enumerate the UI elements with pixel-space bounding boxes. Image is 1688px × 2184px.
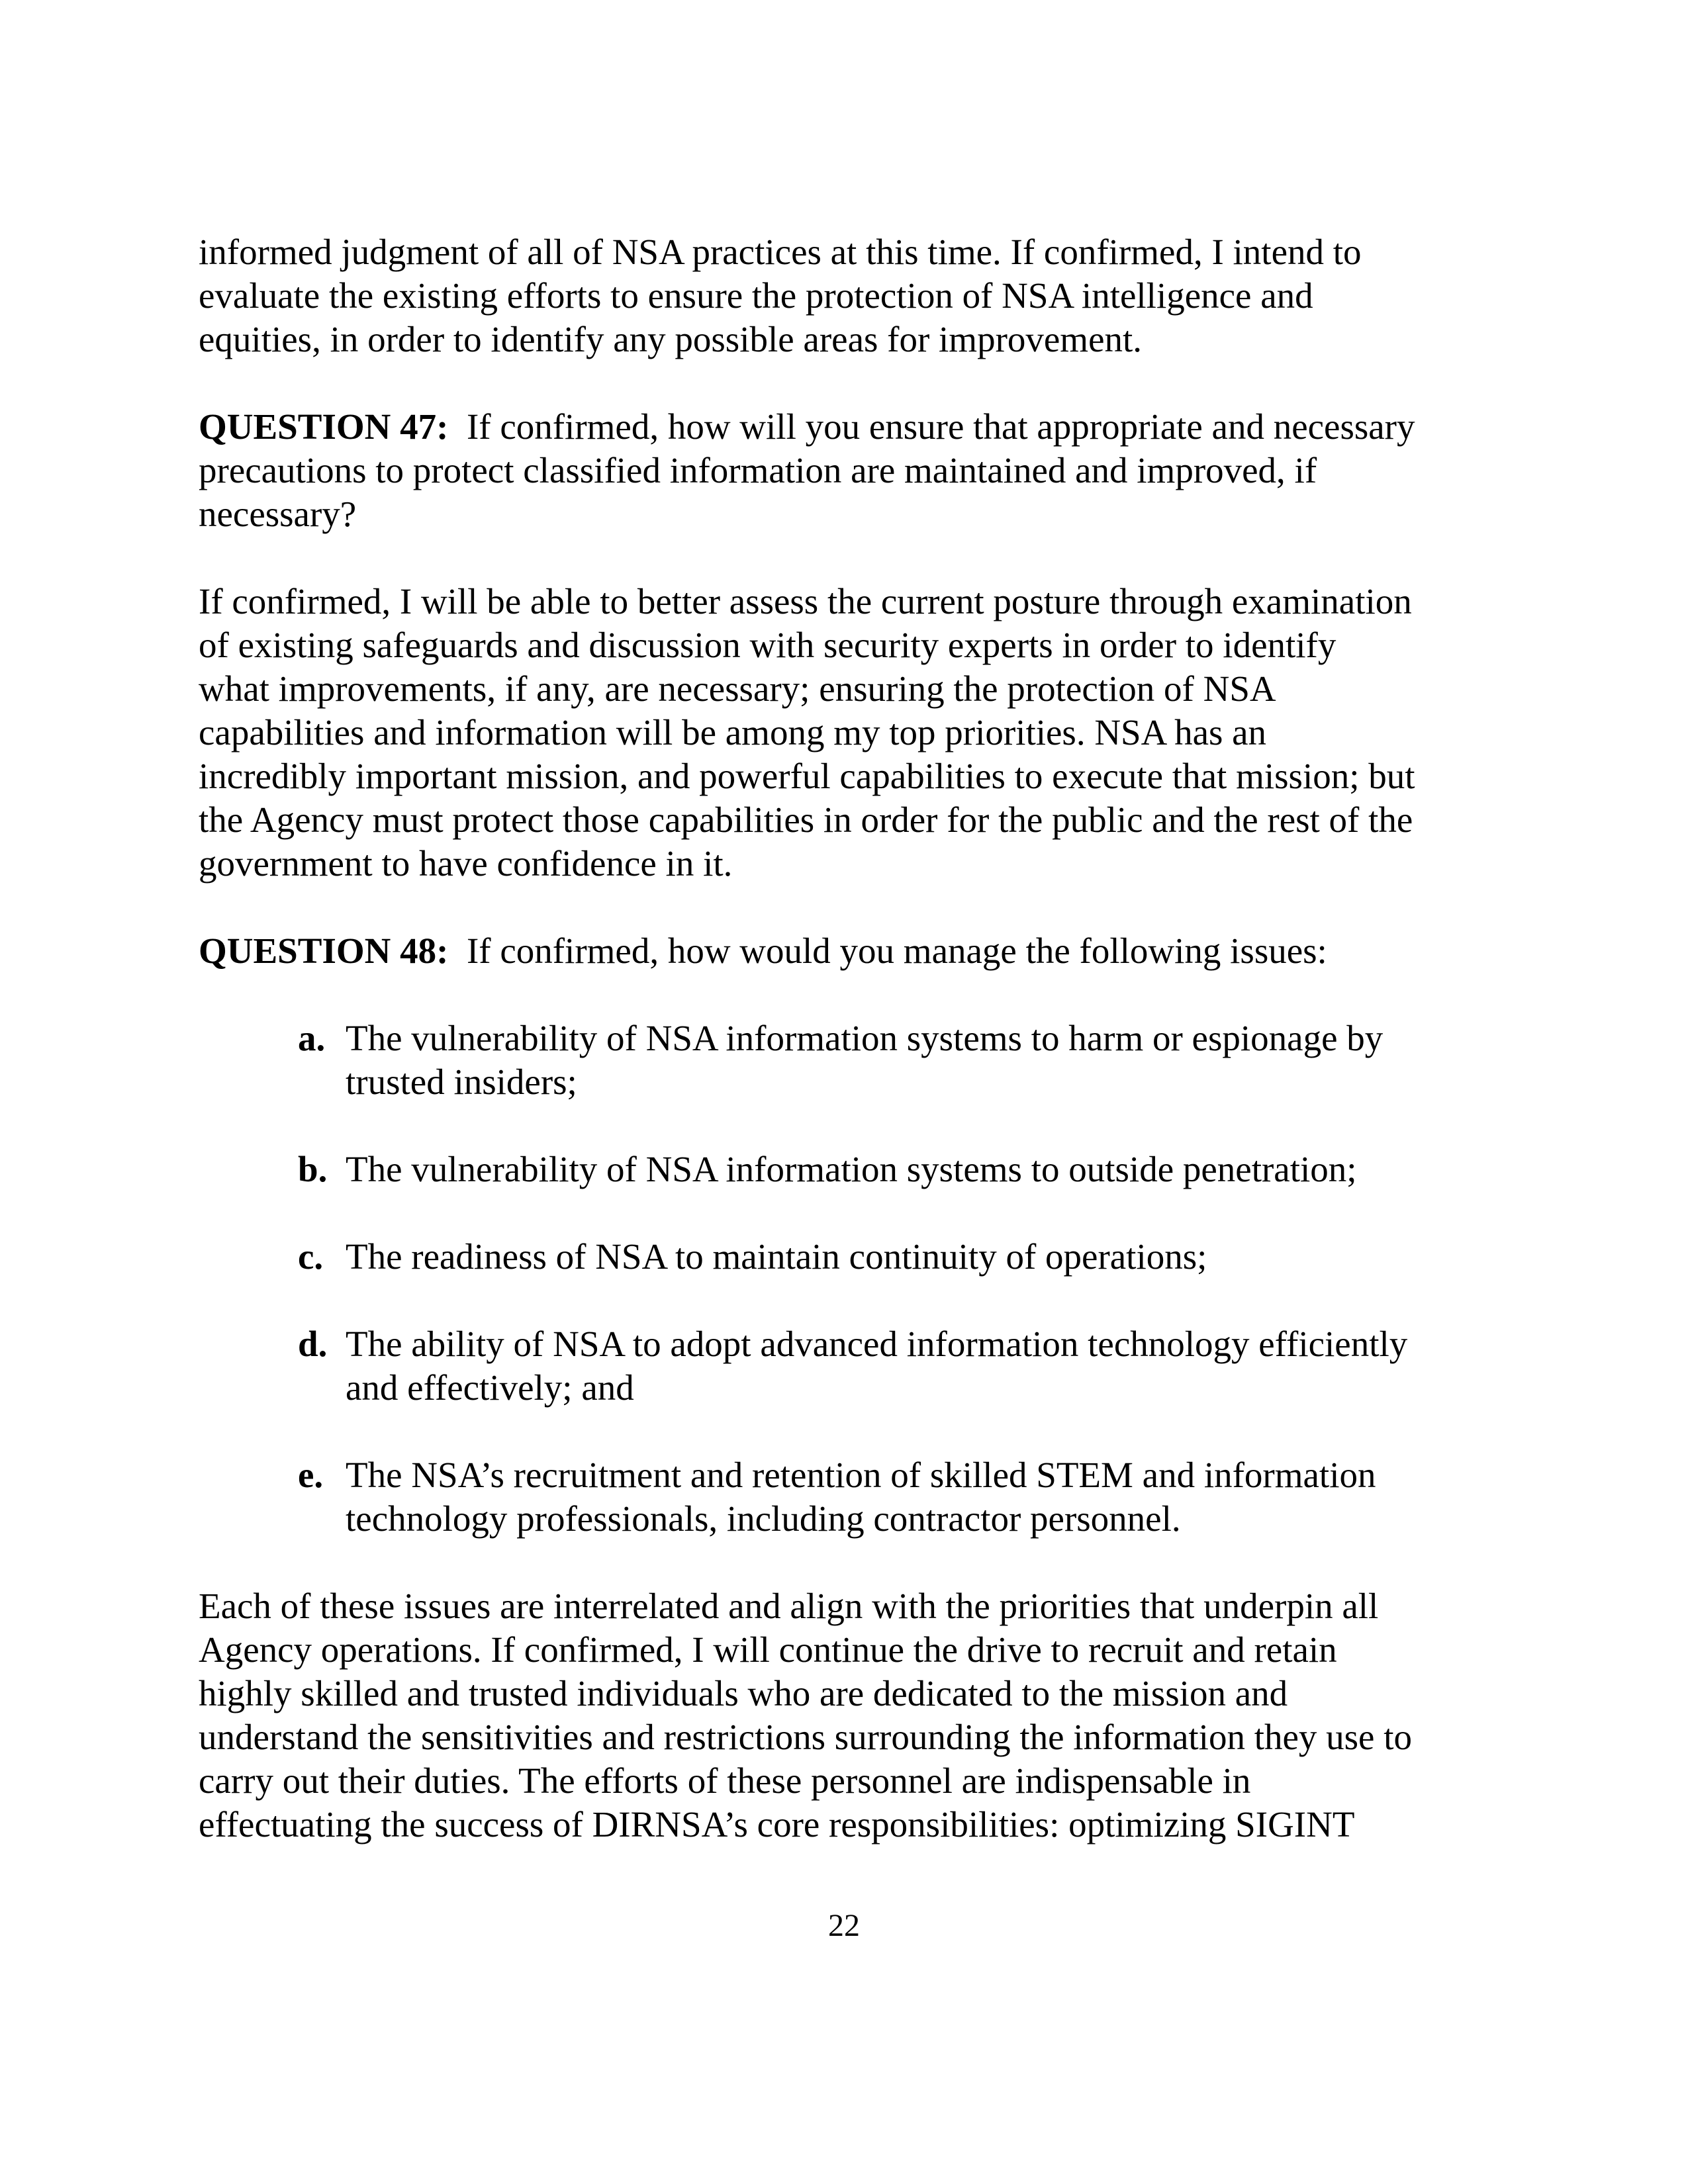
text-line: highly skilled and trusted individuals who are dedicated to the mission and (199, 1673, 1288, 1713)
text-line: the Agency must protect those capabilities in order for the public and the rest of the (199, 799, 1413, 840)
text-line: If confirmed, I will be able to better assess the current posture through examination (199, 581, 1412, 621)
list-text: technology professionals, including contractor personnel. (346, 1498, 1181, 1539)
list-text: The vulnerability of NSA information systems to outside penetration; (346, 1149, 1357, 1189)
text-line: of existing safeguards and discussion with security experts in order to identify (199, 625, 1336, 665)
text-line: capabilities and information will be among my top priorities. NSA has an (199, 712, 1267, 752)
text-line: what improvements, if any, are necessary; ensuring the protection of NSA (199, 668, 1276, 709)
list-text: The readiness of NSA to maintain continuity of operations; (346, 1236, 1207, 1277)
text-line: Each of these issues are interrelated and align with the priorities that underpin all (199, 1586, 1379, 1626)
text-line (199, 929, 1327, 973)
question-text: If confirmed, how will you ensure that appropriate and necessary (448, 406, 1415, 447)
question-label: QUESTION 47: (199, 406, 449, 447)
text-line: incredibly important mission, and powerful capabilities to execute that mission; but (199, 756, 1415, 796)
list-label: d. (298, 1324, 328, 1364)
list-label: b. (298, 1149, 328, 1189)
text-line: equities, in order to identify any possible areas for improvement. (199, 319, 1143, 359)
text-line (199, 405, 1415, 449)
text-line: Agency operations. If confirmed, I will continue the drive to recruit and retain (199, 1629, 1337, 1670)
list-text: The ability of NSA to adopt advanced information technology efficiently (346, 1324, 1408, 1364)
text-line: government to have confidence in it. (199, 843, 733, 884)
text-line: evaluate the existing efforts to ensure the protection of NSA intelligence and (199, 275, 1313, 316)
text-line: understand the sensitivities and restrictions surrounding the information they use to (199, 1717, 1412, 1757)
list-label: a. (298, 1018, 326, 1058)
list-text: The NSA’s recruitment and retention of skilled STEM and information (346, 1455, 1376, 1495)
list-text: trusted insiders; (346, 1062, 577, 1102)
text-line: effectuating the success of DIRNSA’s core responsibilities: optimizing SIGINT (199, 1804, 1355, 1844)
question-text: If confirmed, how would you manage the following issues: (448, 931, 1327, 971)
text-line: necessary? (199, 494, 357, 534)
text-line: informed judgment of all of NSA practices at this time. If confirmed, I intend to (199, 232, 1362, 272)
page-number: 22 (828, 1908, 860, 1943)
list-label: c. (298, 1236, 324, 1277)
list-label: e. (298, 1455, 324, 1495)
text-line: carry out their duties. The efforts of these personnel are indispensable in (199, 1760, 1251, 1801)
question-label: QUESTION 48: (199, 931, 449, 971)
text-line: precautions to protect classified information are maintained and improved, if (199, 450, 1317, 490)
list-text: and effectively; and (346, 1367, 634, 1408)
list-text: The vulnerability of NSA information systems to harm or espionage by (346, 1018, 1383, 1058)
